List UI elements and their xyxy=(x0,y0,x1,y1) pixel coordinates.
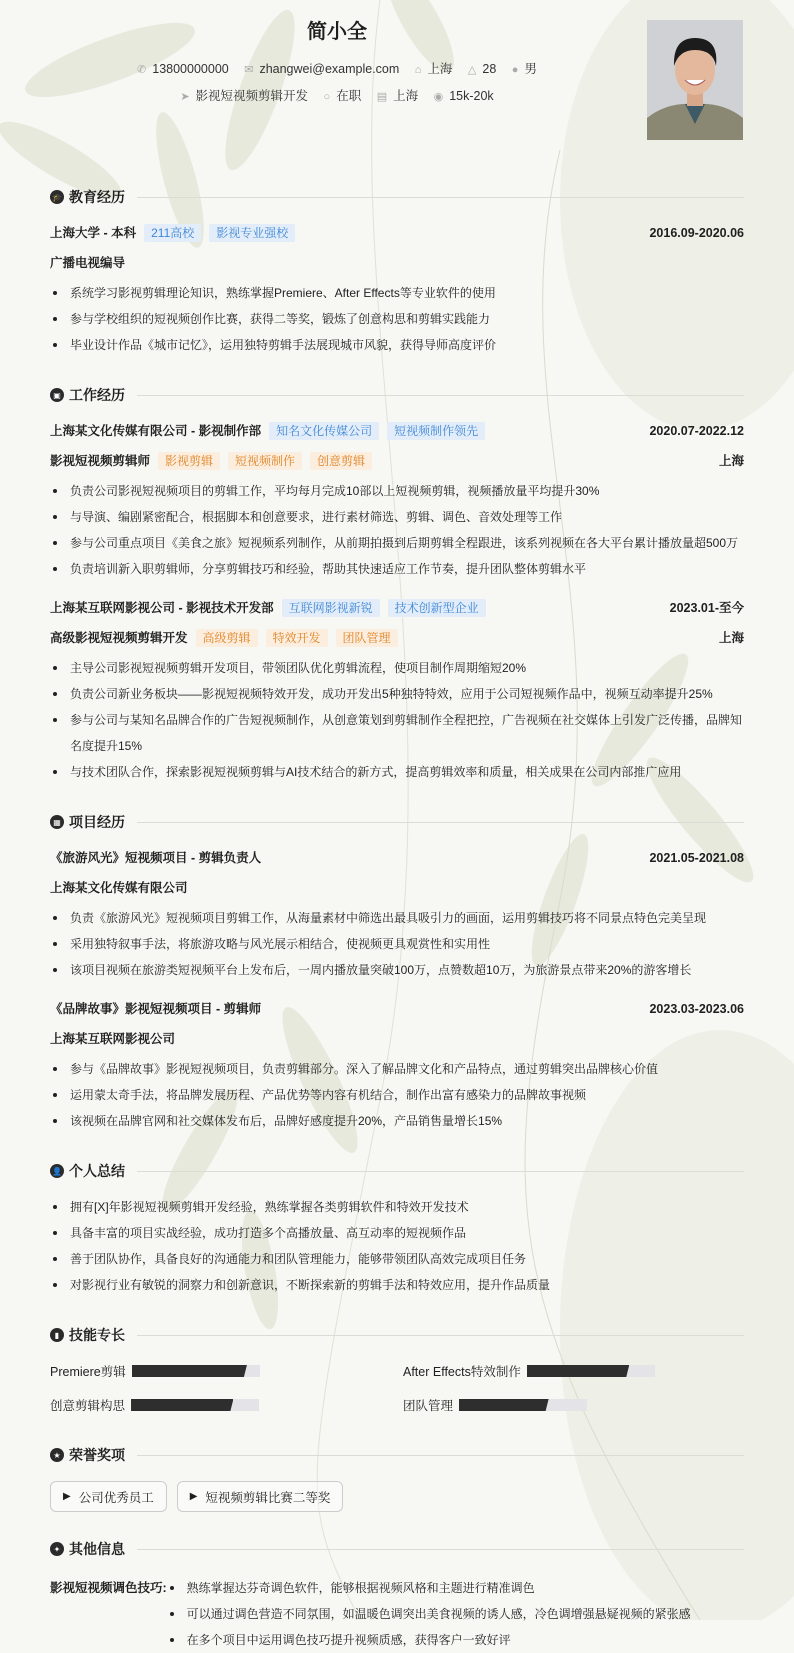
divider xyxy=(137,395,744,396)
section-title: 教育经历 xyxy=(69,189,125,205)
section-title: 项目经历 xyxy=(69,814,125,830)
major: 广播电视编导 xyxy=(50,256,126,270)
tag: 知名文化传媒公司 xyxy=(269,422,379,440)
salary: 15k-20k xyxy=(449,89,494,103)
status: 在职 xyxy=(336,89,362,103)
skill-bar-fill xyxy=(132,1365,247,1377)
section-education-heading xyxy=(50,184,744,210)
profile-photo xyxy=(647,20,743,140)
date: 2023.03-2023.06 xyxy=(649,1002,744,1016)
tag: 技术创新型企业 xyxy=(388,599,486,617)
tag: 团队管理 xyxy=(336,629,398,647)
section-honors-heading xyxy=(50,1442,744,1468)
grid-icon: ▦ xyxy=(50,815,64,829)
honor-label: 短视频剪辑比赛二等奖 xyxy=(205,1490,331,1505)
list-item: 负责培训新入职剪辑师，分享剪辑技巧和经验，帮助其快速适应工作节奏，提升团队整体剪辑水平 xyxy=(50,556,744,582)
list-item: 可以通过调色营造不同氛围，如温暖色调突出美食视频的诱人感，冷色调增强悬疑视频的紧张感 xyxy=(167,1601,691,1627)
user-icon: 👤 xyxy=(50,1164,64,1178)
company: 上海某互联网影视公司 xyxy=(50,1032,176,1046)
skill-bar xyxy=(132,1365,260,1377)
skill-bar xyxy=(131,1399,259,1411)
section-summary-heading xyxy=(50,1158,744,1184)
list-item: 采用独特叙事手法，将旅游攻略与风光展示相结合，使视频更具观赏性和实用性 xyxy=(50,931,744,957)
chart-icon: ▮ xyxy=(50,1328,64,1342)
tag: 影视专业强校 xyxy=(209,224,295,242)
tag: 高级剪辑 xyxy=(196,629,258,647)
section-other-heading xyxy=(50,1536,744,1562)
date: 2020.07-2022.12 xyxy=(649,424,744,438)
work-entry xyxy=(50,418,744,582)
list-item: 该视频在品牌官网和社交媒体发布后，品牌好感度提升20%，产品销售量增长15% xyxy=(50,1108,744,1134)
mail-icon: ✉ xyxy=(244,64,254,76)
salary-icon: ◉ xyxy=(433,91,444,103)
list-item: 与技术团队合作，探索影视短视频剪辑与AI技术结合的新方式，提高剪辑效率和质量，相关成果在公司内部推广应用 xyxy=(50,759,744,785)
award-icon: ★ xyxy=(50,1448,64,1462)
play-icon: ▶ xyxy=(189,1491,198,1502)
section-title: 工作经历 xyxy=(69,387,125,403)
list-item: 参与公司与某知名品牌合作的广告短视频制作，从创意策划到剪辑制作全程把控，广告视频在社交媒体上引发广泛传播，品牌知名度提升15% xyxy=(50,707,744,759)
section-title: 其他信息 xyxy=(69,1541,125,1557)
city: 上海 xyxy=(427,62,453,76)
skill-bar-fill xyxy=(131,1399,233,1411)
status-icon: ○ xyxy=(323,91,331,103)
divider xyxy=(137,1455,744,1456)
section-projects-heading xyxy=(50,809,744,835)
divider xyxy=(137,822,744,823)
target-city: 上海 xyxy=(393,89,419,103)
skill-name: 团队管理 xyxy=(403,1399,454,1413)
job: 影视短视频剪辑开发 xyxy=(195,89,309,103)
list-item: 参与《品牌故事》影视短视频项目，负责剪辑部分。深入了解品牌文化和产品特点，通过剪辑突出品牌核心价值 xyxy=(50,1056,744,1082)
project-title: 《品牌故事》影视短视频项目 - 剪辑师 xyxy=(50,1002,262,1016)
date: 2023.01-至今 xyxy=(669,601,744,615)
skill-bar xyxy=(527,1365,655,1377)
play-icon: ▶ xyxy=(63,1491,71,1502)
tag: 互联网影视新锐 xyxy=(282,599,380,617)
gender: 男 xyxy=(524,62,537,76)
work-entry xyxy=(50,595,744,785)
tag: 短视频制作 xyxy=(228,452,302,470)
section-work-heading xyxy=(50,382,744,408)
list-item: 负责公司新业务板块——影视短视频特效开发，成功开发出5种独特特效，应用于公司短视频作品中，视频互动率提升25% xyxy=(50,681,744,707)
skill-item xyxy=(50,1358,403,1384)
project-title: 《旅游风光》短视频项目 - 剪辑负责人 xyxy=(50,851,262,865)
skill-item xyxy=(50,1392,403,1418)
company: 上海某文化传媒有限公司 - 影视制作部 xyxy=(50,424,262,438)
list-item: 熟练掌握达芬奇调色软件，能够根据视频风格和主题进行精准调色 xyxy=(167,1575,691,1601)
list-item: 在多个项目中运用调色技巧提升视频质感，获得客户一致好评 xyxy=(167,1627,691,1653)
list-item: 善于团队协作，具备良好的沟通能力和团队管理能力，能够带领团队高效完成项目任务 xyxy=(50,1246,744,1272)
briefcase-icon: ▣ xyxy=(50,388,64,402)
skill-item xyxy=(403,1358,744,1384)
honor-item[interactable] xyxy=(177,1481,344,1512)
project-entry xyxy=(50,996,744,1134)
gender-icon: ● xyxy=(511,64,519,76)
list-item: 负责公司影视短视频项目的剪辑工作，平均每月完成10部以上短视频剪辑，视频播放量平均提升30% xyxy=(50,478,744,504)
list-item: 系统学习影视剪辑理论知识，熟练掌握Premiere、After Effects等专业软件的使用 xyxy=(50,280,744,306)
project-entry xyxy=(50,845,744,983)
divider xyxy=(137,1171,744,1172)
school: 上海大学 - 本科 xyxy=(50,226,137,240)
send-icon: ➤ xyxy=(180,91,190,103)
tag: 211高校 xyxy=(144,224,201,242)
divider xyxy=(137,197,744,198)
honor-item[interactable] xyxy=(50,1481,167,1512)
other-label: 影视短视频调色技巧: xyxy=(50,1581,167,1595)
list-item: 与导演、编剧紧密配合，根据脚本和创意要求，进行素材筛选、剪辑、调色、音效处理等工作 xyxy=(50,504,744,530)
company: 上海某互联网影视公司 - 影视技术开发部 xyxy=(50,601,274,615)
location: 上海 xyxy=(718,454,744,468)
list-item: 参与学校组织的短视频创作比赛，获得二等奖，锻炼了创意构思和剪辑实践能力 xyxy=(50,306,744,332)
section-skills-heading xyxy=(50,1322,744,1348)
skill-item xyxy=(403,1392,744,1418)
skill-name: After Effects特效制作 xyxy=(403,1365,521,1379)
email: zhangwei@example.com xyxy=(259,62,400,76)
skill-bar xyxy=(459,1399,587,1411)
other-info xyxy=(50,1575,744,1653)
list-item: 参与公司重点项目《美食之旅》短视频系列制作，从前期拍摄到后期剪辑全程跟进，该系列视频在各大平台累计播放量超500万 xyxy=(50,530,744,556)
honors-list xyxy=(50,1481,744,1512)
date: 2016.09-2020.06 xyxy=(649,226,744,240)
graduation-cap-icon: 🎓 xyxy=(50,190,64,204)
skills-grid xyxy=(50,1358,744,1418)
company: 上海某文化传媒有限公司 xyxy=(50,881,188,895)
role: 高级影视短视频剪辑开发 xyxy=(50,631,188,645)
phone-icon: ✆ xyxy=(137,64,147,76)
phone: 13800000000 xyxy=(152,62,229,76)
skill-bar-fill xyxy=(459,1399,549,1411)
star-icon: ✦ xyxy=(50,1542,64,1556)
list-item: 对影视行业有敏锐的洞察力和创新意识，不断探索新的剪辑手法和特效应用，提升作品质量 xyxy=(50,1272,744,1298)
list-item: 具备丰富的项目实战经验，成功打造多个高播放量、高互动率的短视频作品 xyxy=(50,1220,744,1246)
divider xyxy=(137,1549,744,1550)
section-title: 个人总结 xyxy=(69,1163,125,1179)
list-item: 主导公司影视短视频剪辑开发项目，带领团队优化剪辑流程，使项目制作周期缩短20% xyxy=(50,655,744,681)
tag: 影视剪辑 xyxy=(158,452,220,470)
list-item: 该项目视频在旅游类短视频平台上发布后，一周内播放量突破100万，点赞数超10万，为旅游景点带来20%的游客增长 xyxy=(50,957,744,983)
tag: 短视频制作领先 xyxy=(387,422,485,440)
list-item: 毕业设计作品《城市记忆》，运用独特剪辑手法展现城市风貌，获得导师高度评价 xyxy=(50,332,744,358)
list-item: 负责《旅游风光》短视频项目剪辑工作，从海量素材中筛选出最具吸引力的画面，运用剪辑技巧将不同景点特色完美呈现 xyxy=(50,905,744,931)
header xyxy=(50,0,744,160)
contact-line xyxy=(50,60,624,79)
age: 28 xyxy=(482,62,497,76)
role: 影视短视频剪辑师 xyxy=(50,454,151,468)
home-icon: ⌂ xyxy=(414,64,422,76)
job-intent-line xyxy=(50,87,624,106)
cake-icon: △ xyxy=(467,64,477,76)
section-title: 荣誉奖项 xyxy=(69,1447,125,1463)
building-icon: ▤ xyxy=(376,91,388,103)
tag: 特效开发 xyxy=(266,629,328,647)
candidate-name: 简小全 xyxy=(307,21,367,43)
location: 上海 xyxy=(718,631,744,645)
list-item: 运用蒙太奇手法，将品牌发展历程、产品优势等内容有机结合，制作出富有感染力的品牌故事视频 xyxy=(50,1082,744,1108)
tag: 创意剪辑 xyxy=(310,452,372,470)
honor-label: 公司优秀员工 xyxy=(78,1490,154,1505)
section-title: 技能专长 xyxy=(69,1327,125,1343)
skill-name: 创意剪辑构思 xyxy=(50,1399,126,1413)
education-entry xyxy=(50,220,744,358)
date: 2021.05-2021.08 xyxy=(649,851,744,865)
divider xyxy=(137,1335,744,1336)
skill-name: Premiere剪辑 xyxy=(50,1365,126,1379)
list-item: 拥有[X]年影视短视频剪辑开发经验，熟练掌握各类剪辑软件和特效开发技术 xyxy=(50,1194,744,1220)
skill-bar-fill xyxy=(527,1365,629,1377)
